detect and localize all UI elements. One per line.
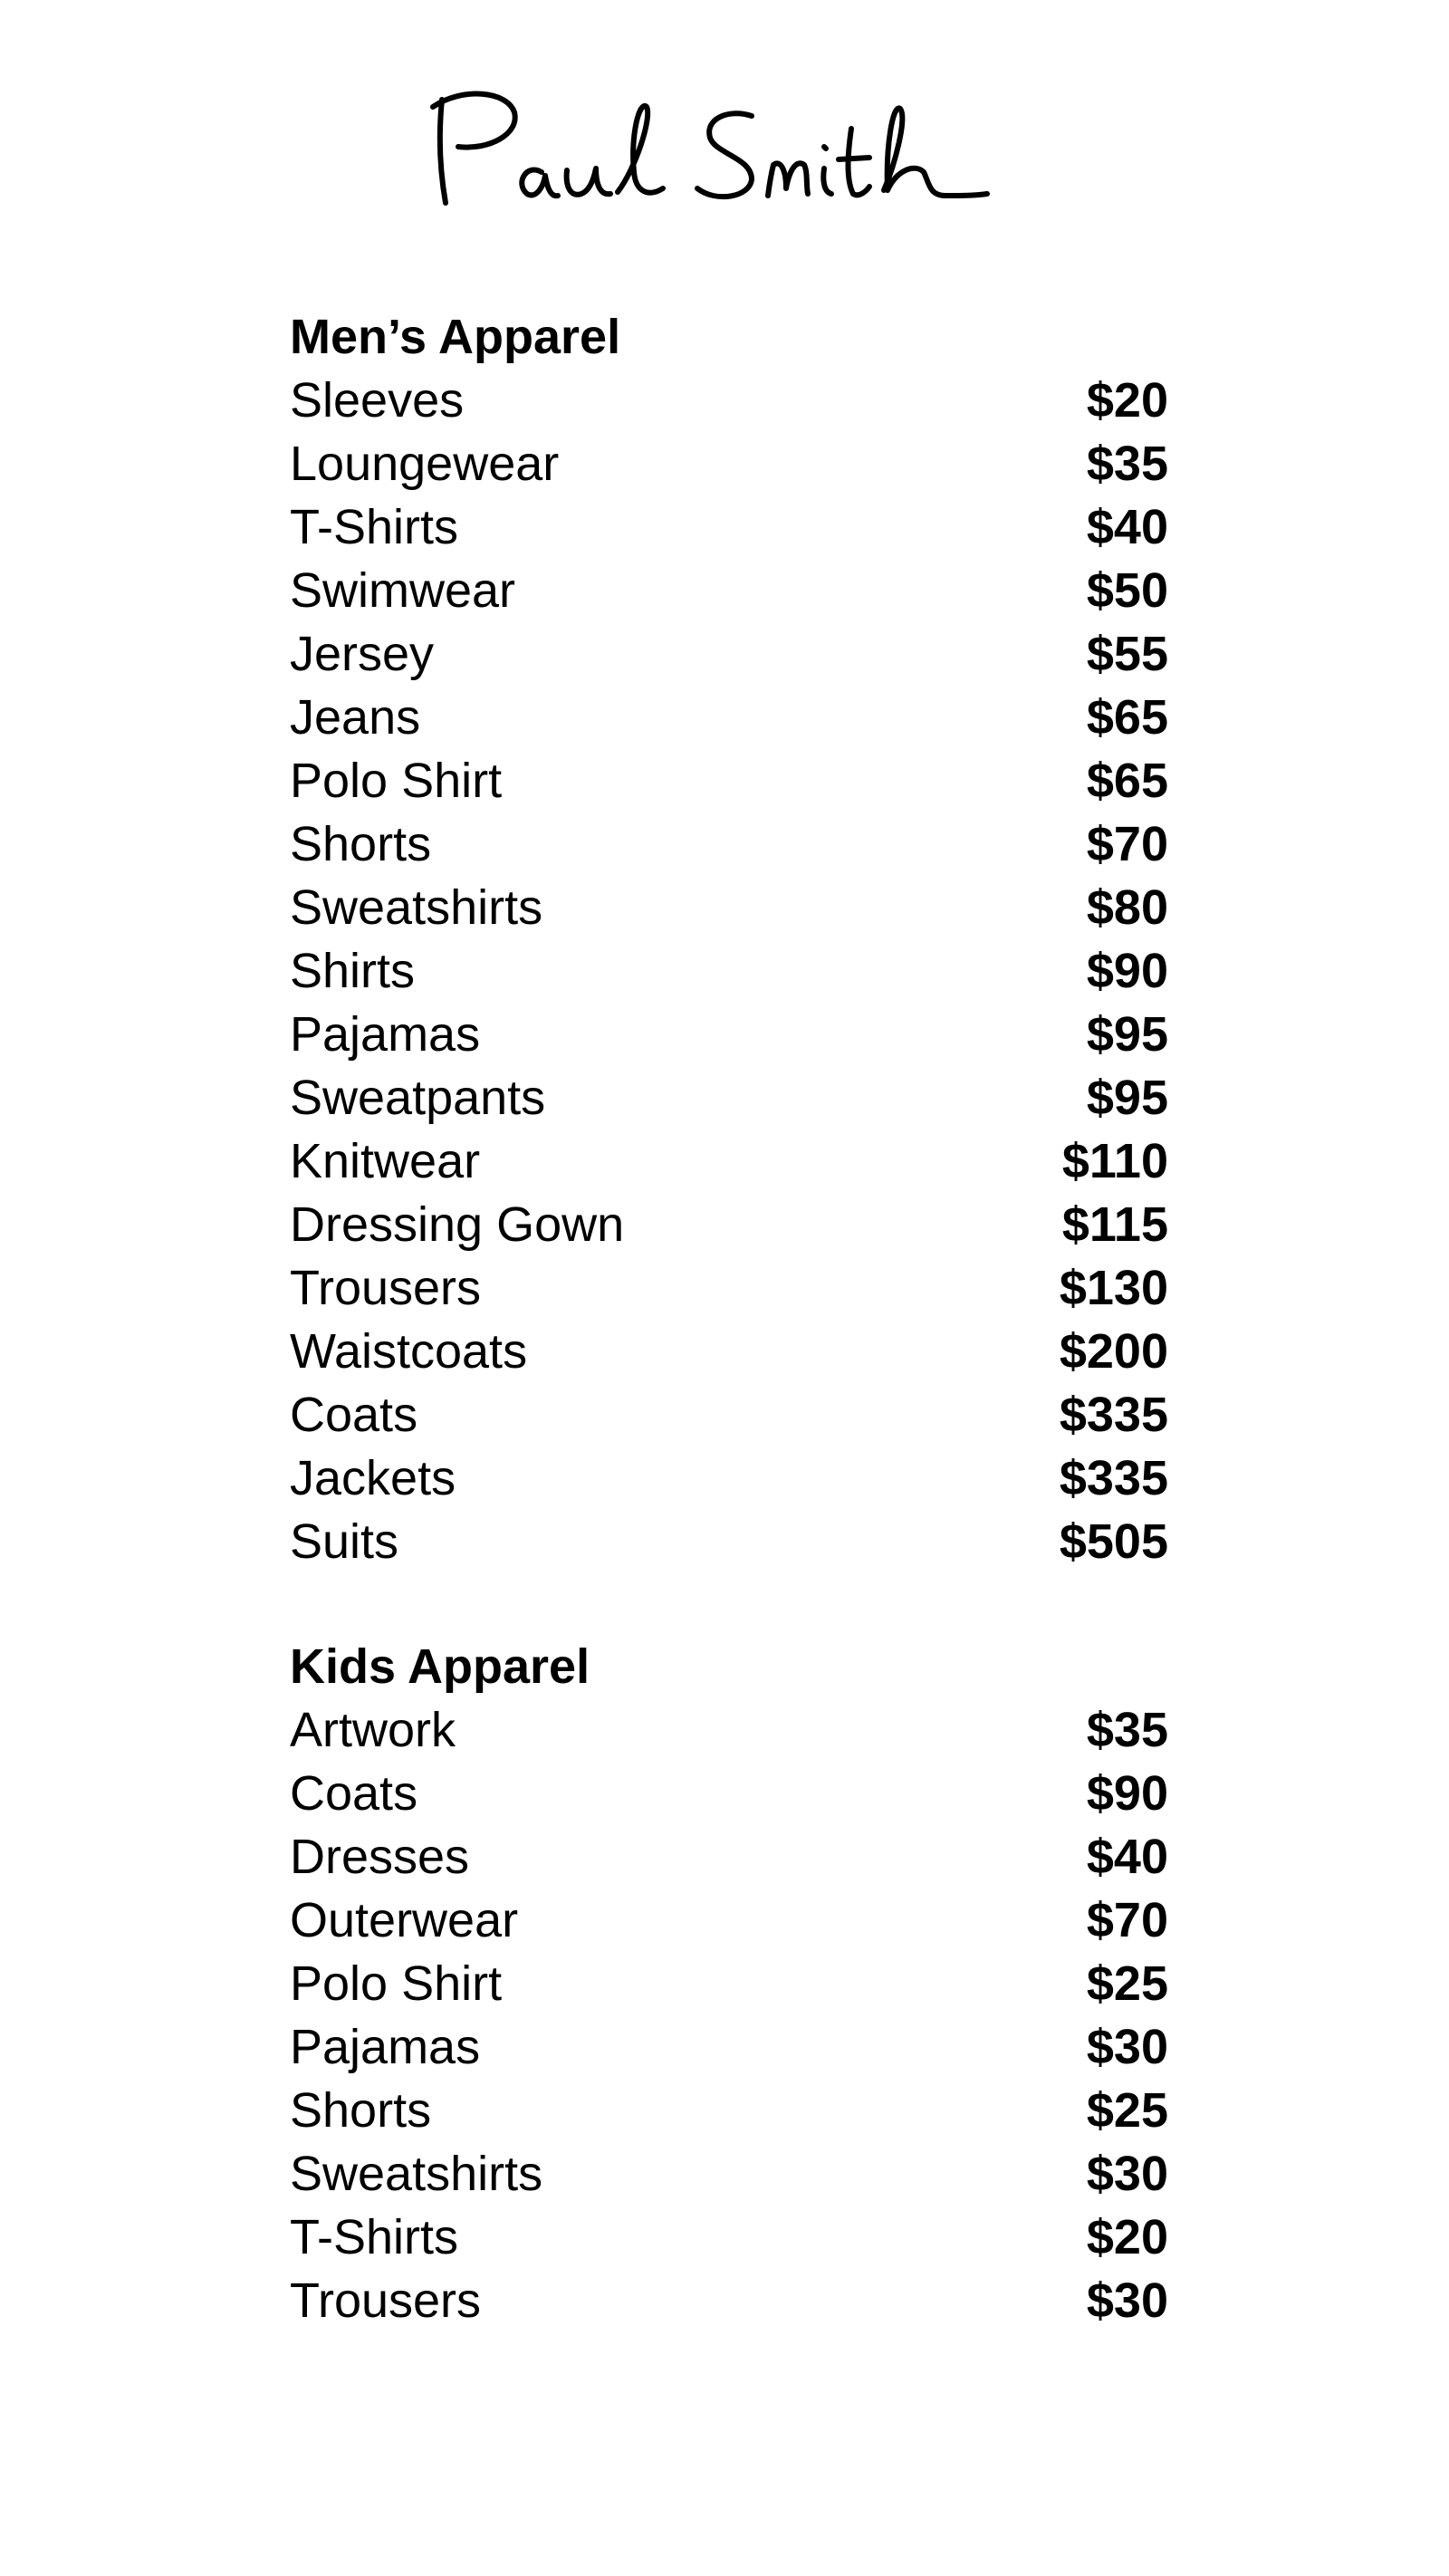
item-name: Dresses: [290, 1830, 470, 1884]
mens-item-list: [290, 369, 1168, 1573]
item-name: Sweatshirts: [290, 2147, 543, 2201]
item-price: $200: [1059, 1324, 1168, 1379]
item-name: Artwork: [290, 1703, 456, 1757]
item-name: Shirts: [290, 944, 416, 998]
kids-section: [290, 1635, 1168, 2332]
menu-item-row: [290, 1698, 1168, 1762]
item-name: T-Shirts: [290, 500, 459, 554]
item-price: $35: [1086, 1703, 1168, 1757]
menu-item-row: [290, 1066, 1168, 1129]
menu-item-row: [290, 495, 1168, 559]
item-price: $70: [1086, 1893, 1168, 1947]
menu-item-row: [290, 1510, 1168, 1573]
item-price: $50: [1086, 563, 1168, 618]
menu-item-row: [290, 1193, 1168, 1256]
menu-item-row: [290, 1320, 1168, 1383]
item-name: Waistcoats: [290, 1324, 528, 1379]
item-price: $40: [1086, 500, 1168, 554]
item-price: $130: [1059, 1261, 1168, 1315]
menu-item-row: [290, 432, 1168, 495]
menu-item-row: [290, 1003, 1168, 1066]
menu-item-row: [290, 2079, 1168, 2142]
item-name: Pajamas: [290, 2020, 481, 2074]
menu-item-row: [290, 1762, 1168, 1825]
item-name: Outerwear: [290, 1893, 519, 1947]
item-price: $115: [1061, 1197, 1168, 1252]
item-name: Jeans: [290, 690, 421, 745]
item-name: Polo Shirt: [290, 1956, 503, 2011]
item-name: Jersey: [290, 627, 435, 681]
menu-item-row: [290, 1889, 1168, 1952]
item-price: $25: [1086, 1956, 1168, 2011]
item-name: Coats: [290, 1388, 418, 1442]
item-name: Pajamas: [290, 1007, 481, 1062]
menu-item-row: [290, 939, 1168, 1003]
mens-section-title: Men’s Apparel: [290, 310, 621, 364]
menu-item-row: [290, 749, 1168, 812]
menu-item-row: [290, 1129, 1168, 1193]
menu-item-row: [290, 1383, 1168, 1447]
menu-item-row: [290, 559, 1168, 622]
menu-item-row: [290, 812, 1168, 876]
item-price: $95: [1086, 1007, 1168, 1062]
menu-item-row: [290, 2142, 1168, 2206]
item-price: $30: [1086, 2273, 1168, 2328]
menu-item-row: [290, 2269, 1168, 2332]
item-price: $65: [1086, 690, 1168, 745]
menu-item-row: [290, 369, 1168, 432]
kids-section-title: Kids Apparel: [290, 1639, 590, 1694]
menu-item-row: [290, 622, 1168, 686]
item-price: $55: [1086, 627, 1168, 681]
item-price: $30: [1086, 2147, 1168, 2201]
item-name: Shorts: [290, 2083, 432, 2138]
menu-item-row: [290, 1825, 1168, 1889]
item-price: $30: [1086, 2020, 1168, 2074]
item-price: $90: [1086, 944, 1168, 998]
item-name: Sweatpants: [290, 1071, 546, 1125]
item-name: Loungewear: [290, 437, 560, 491]
menu-item-row: [290, 2015, 1168, 2079]
kids-item-list: [290, 1698, 1168, 2332]
item-name: T-Shirts: [290, 2210, 459, 2264]
item-name: Trousers: [290, 1261, 482, 1315]
item-price: $80: [1086, 880, 1168, 935]
item-name: Suits: [290, 1514, 399, 1569]
brand-logo: [426, 82, 1023, 217]
item-price: $20: [1086, 373, 1168, 428]
item-price: $110: [1061, 1134, 1168, 1188]
item-price: $20: [1086, 2210, 1168, 2264]
item-name: Trousers: [290, 2273, 482, 2328]
item-name: Sweatshirts: [290, 880, 543, 935]
item-price: $70: [1086, 817, 1168, 871]
item-price: $505: [1059, 1514, 1168, 1569]
menu-item-row: [290, 686, 1168, 749]
item-name: Coats: [290, 1766, 418, 1821]
item-price: $40: [1086, 1830, 1168, 1884]
item-name: Swimwear: [290, 563, 516, 618]
item-price: $35: [1086, 437, 1168, 491]
menu-item-row: [290, 1256, 1168, 1320]
item-name: Shorts: [290, 817, 432, 871]
item-name: Polo Shirt: [290, 754, 503, 808]
item-name: Knitwear: [290, 1134, 481, 1188]
menu-item-row: [290, 2206, 1168, 2269]
item-price: $335: [1059, 1451, 1168, 1505]
item-price: $95: [1086, 1071, 1168, 1125]
item-name: Sleeves: [290, 373, 465, 428]
item-price: $65: [1086, 754, 1168, 808]
mens-section: [290, 305, 1168, 1573]
menu-item-row: [290, 1447, 1168, 1510]
item-price: $25: [1086, 2083, 1168, 2138]
item-name: Dressing Gown: [290, 1197, 625, 1252]
item-price: $335: [1059, 1388, 1168, 1442]
menu-item-row: [290, 876, 1168, 939]
item-price: $90: [1086, 1766, 1168, 1821]
item-name: Jackets: [290, 1451, 456, 1505]
menu-item-row: [290, 1952, 1168, 2015]
